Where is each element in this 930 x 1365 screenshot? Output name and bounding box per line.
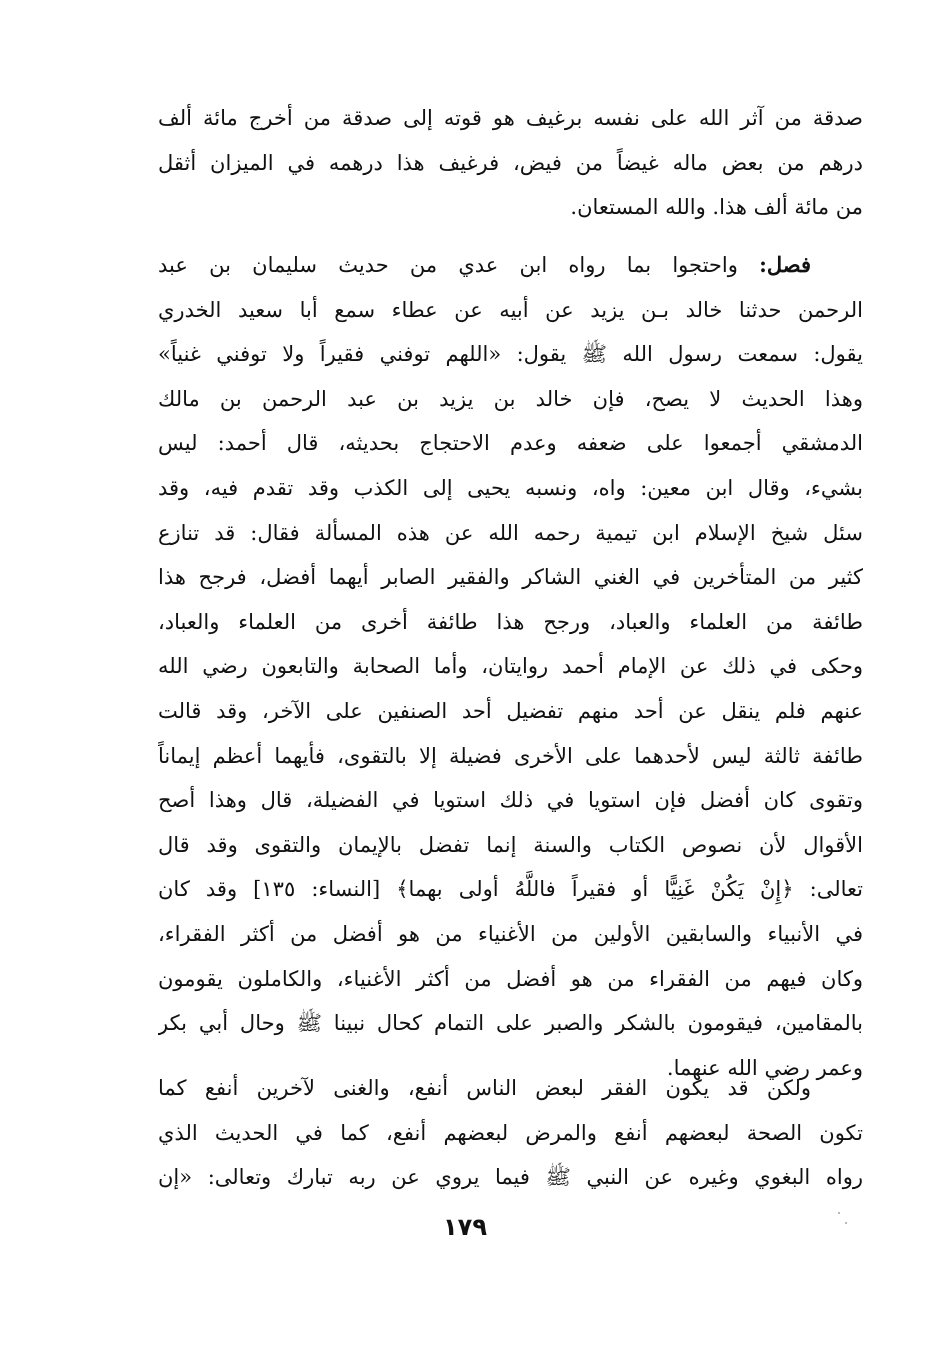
text-line: الأقوال لأن نصوص الكتاب والسنة إنما تفضل بالإيمان والتقوى وقد قال (158, 832, 863, 857)
text-line-quran-verse: تعالى: ﴿إِنْ يَكُنْ غَنِيًّا أو فقيراً فاللَّهُ أولى بهما﴾ [النساء: ١٣٥] وقد كان (158, 877, 863, 902)
text-line-content: واحتجوا بما رواه ابن عدي من حديث سليمان بن عبد (158, 253, 738, 277)
text-line: ولكن قد يكون الفقر لبعض الناس أنفع، والغنى لآخرين أنفع كما (158, 1076, 811, 1100)
text-line: وكان فيهم من الفقراء من هو أفضل من أكثر الأغنياء، والكاملون يقومون (158, 966, 863, 991)
text-line: وتقوى كان أفضل فإن استويا في ذلك استويا في الفضيلة، قال وهذا أصح (158, 788, 863, 813)
page-number: ١٧٩ (443, 1213, 487, 1241)
text-line: الرحمن حدثنا خالد بـن يزيد عن أبيه عن عطاء سمع أبا سعيد الخدري (158, 297, 863, 322)
text-line: صدقة من آثر الله على نفسه برغيف هو قوته إلى صدقة من أخرج مائة ألف (158, 106, 863, 130)
text-line: طائفة ثالثة ليس لأحدهما على الأخرى فضيلة إلا بالتقوى، فأيهما أعظم إيماناً (158, 743, 863, 768)
scan-artifact (838, 1212, 840, 1214)
text-line: وحكى في ذلك عن الإمام أحمد روايتان، وأما الصحابة والتابعون رضي الله (158, 654, 863, 679)
paragraph-3 (158, 1066, 863, 1200)
text-line: وعمر رضي الله عنهما. (666, 1055, 863, 1080)
text-line: بالمقامين، فيقومون بالشكر والصبر على التمام كحال نبينا ﷺ وحال أبي بكر (158, 1011, 863, 1036)
text-line: رواه البغوي وغيره عن النبي ﷺ فيما يروي عن ربه تبارك وتعالى: «إن (158, 1165, 863, 1190)
text-line: الدمشقي أجمعوا على ضعفه وعدم الاحتجاج بحديثه، قال أحمد: ليس (158, 431, 863, 456)
text-line: كثير من المتأخرين في الغني الشاكر والفقير الصابر أيهما أفضل، فرجح هذا (158, 565, 863, 590)
section-heading-fasl: فصل: (759, 252, 811, 277)
text-line: بشيء، وقال ابن معين: واه، ونسبه يحيى إلى الكذب وقد تقدم فيه، وقد (158, 475, 863, 500)
text-line: من مائة ألف هذا. والله المستعان. (570, 195, 863, 220)
paragraph-1 (158, 96, 863, 230)
text-line (158, 243, 863, 288)
text-line: وهذا الحديث لا يصح، فإن خالد بن يزيد بن عبد الرحمن بن مالك (158, 386, 863, 411)
text-line: تكون الصحة لبعضهم أنفع والمرض لبعضهم أنفع، كما في الحديث الذي (158, 1120, 863, 1145)
text-line: سئل شيخ الإسلام ابن تيمية رحمه الله عن هذه المسألة فقال: قد تنازع (158, 520, 863, 545)
text-line: درهم من بعض ماله غيضاً من فيض، فرغيف هذا درهمه في الميزان أثقل (158, 150, 863, 175)
text-line: طائفة من العلماء والعباد، ورجح هذا طائفة أخرى من العلماء والعباد، (158, 609, 863, 634)
text-line: في الأنبياء والسابقين الأولين من الأغنياء من هو أفضل من أكثر الفقراء، (158, 921, 863, 946)
text-line: يقول: سمعت رسول الله ﷺ يقول: «اللهم توفني فقيراً ولا توفني غنياً» (158, 342, 863, 367)
text-line: عنهم فلم ينقل عن أحد منهم تفضيل أحد الصنفين على الآخر، وقد قالت (158, 698, 863, 723)
scan-artifact (845, 1222, 847, 1224)
paragraph-2-fasl (158, 243, 863, 1090)
